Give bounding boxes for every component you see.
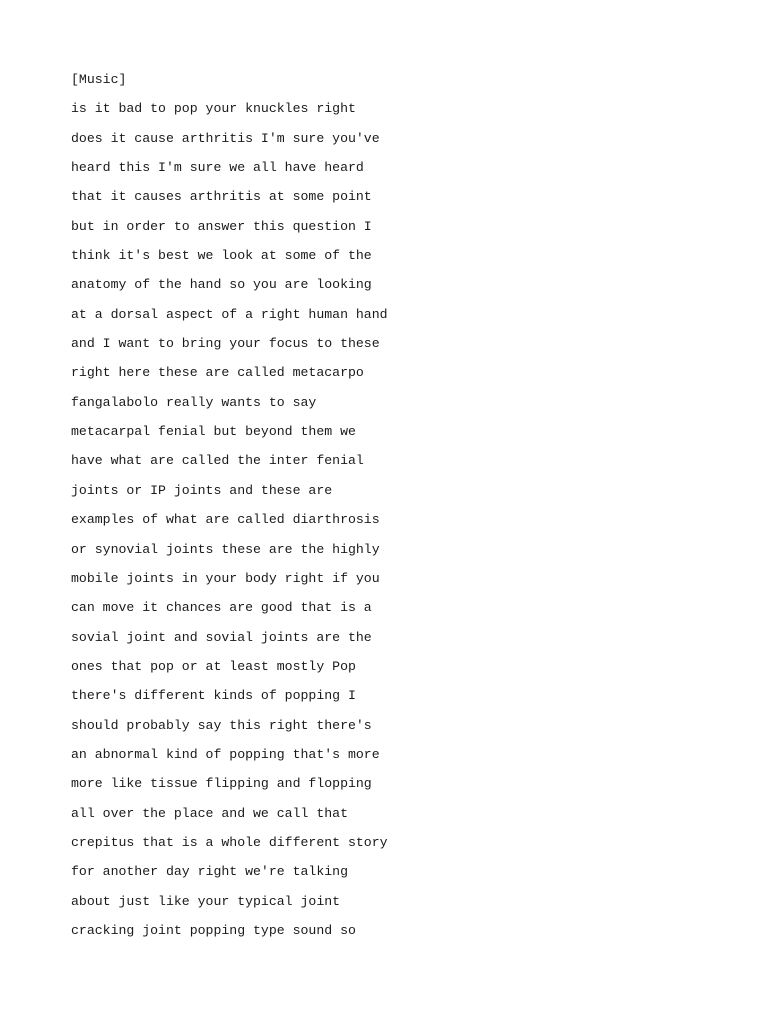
transcript-line: but in order to answer this question I — [71, 218, 372, 234]
transcript-line: all over the place and we call that — [71, 805, 348, 821]
transcript-line: heard this I'm sure we all have heard — [71, 160, 364, 176]
transcript-line: can move it chances are good that is a — [71, 600, 372, 616]
transcript-line: for another day right we're talking — [71, 864, 348, 880]
transcript-line: should probably say this right there's — [71, 717, 372, 733]
transcript-line: mobile joints in your body right if you — [71, 570, 380, 586]
transcript-line: at a dorsal aspect of a right human hand — [71, 306, 388, 322]
transcript-line: does it cause arthritis I'm sure you've — [71, 130, 380, 146]
transcript-line: joints or IP joints and these are — [71, 482, 333, 498]
transcript-line: have what are called the inter fenial — [71, 453, 364, 469]
transcript-page — [71, 70, 731, 950]
transcript-line: [Music] — [71, 72, 127, 87]
transcript-line: or synovial joints these are the highly — [71, 541, 380, 557]
transcript-line: fangalabolo really wants to say — [71, 394, 317, 410]
transcript-line: anatomy of the hand so you are looking — [71, 277, 372, 293]
transcript-line: right here these are called metacarpo — [71, 365, 364, 381]
transcript-line: examples of what are called diarthrosis — [71, 512, 380, 528]
transcript-line: ones that pop or at least mostly Pop — [71, 658, 356, 674]
transcript-line: think it's best we look at some of the — [71, 248, 372, 264]
transcript-line: an abnormal kind of popping that's more — [71, 746, 380, 762]
transcript-line: is it bad to pop your knuckles right — [71, 101, 356, 117]
transcript-line: sovial joint and sovial joints are the — [71, 629, 372, 645]
transcript-line: metacarpal fenial but beyond them we — [71, 424, 356, 440]
transcript-line: and I want to bring your focus to these — [71, 336, 380, 352]
transcript-line: there's different kinds of popping I — [71, 688, 356, 704]
transcript-line: cracking joint popping type sound so — [71, 922, 356, 938]
transcript-line: crepitus that is a whole different story — [71, 834, 388, 850]
transcript-line: that it causes arthritis at some point — [71, 189, 372, 205]
transcript-line: more like tissue flipping and flopping — [71, 776, 372, 792]
transcript-line: about just like your typical joint — [71, 893, 341, 909]
